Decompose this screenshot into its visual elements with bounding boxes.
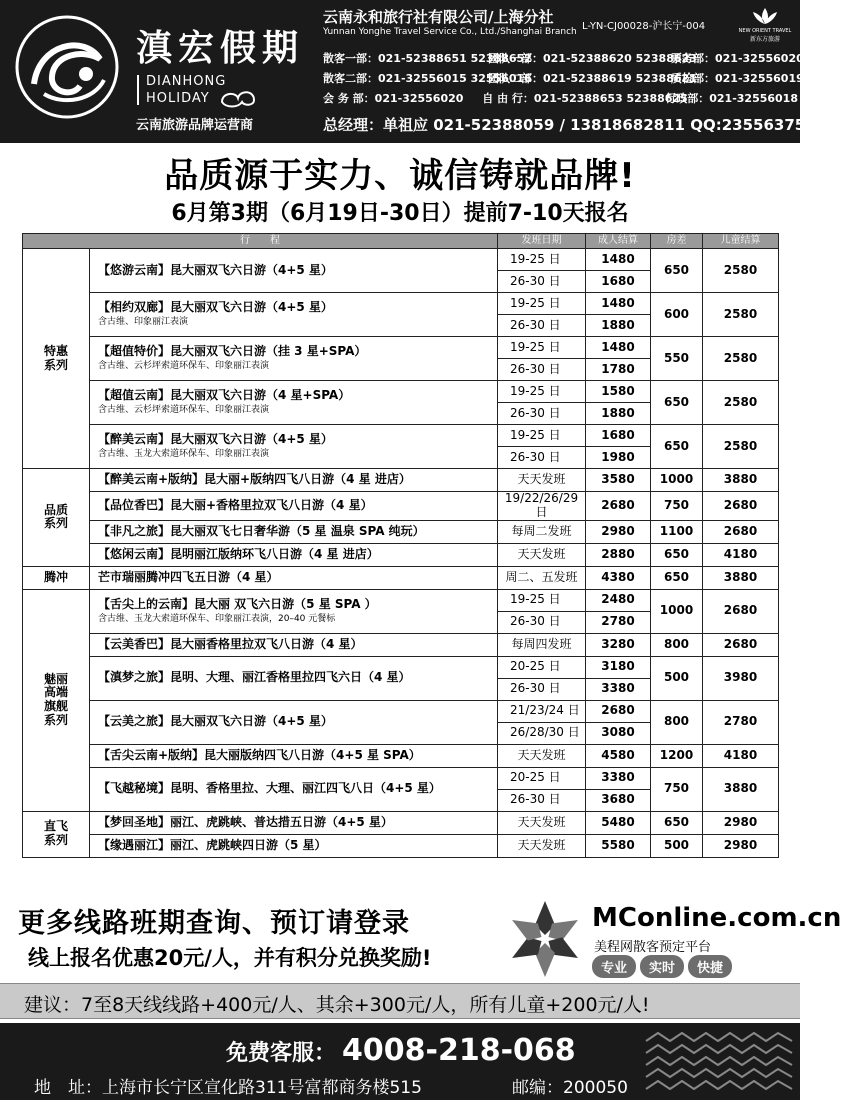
contact-item: 票务部：021-32556020 — [671, 52, 804, 65]
adult-price: 3180 — [586, 656, 651, 678]
adult-price: 3680 — [586, 789, 651, 811]
hotline-label: 免费客服： — [226, 1041, 337, 1066]
route-note: 含古维、玉龙大索道环保车、印象丽江表演，20–40 元餐标 — [98, 613, 336, 624]
route-name: 【梦回圣地】丽江、虎跳峡、普达措五日游（4+5 星） — [98, 814, 393, 829]
room-diff: 1000 — [651, 469, 703, 492]
promo-section — [0, 893, 841, 983]
contact-item: 行政部：021-32556018 — [665, 92, 798, 105]
route-cell — [90, 293, 498, 337]
departure-date: 19-25 日 — [498, 381, 586, 403]
departure-date: 天天发班 — [498, 543, 586, 566]
child-price: 3880 — [703, 469, 779, 492]
departure-date: 19-25 日 — [498, 249, 586, 271]
route-name: 【非凡之旅】昆大丽双飞七日奢华游（5 星 温泉 SPA 纯玩） — [98, 523, 425, 538]
table-row — [23, 520, 779, 543]
category-cell — [23, 249, 90, 469]
route-name: 【缘遇丽江】丽江、虎跳峡四日游（5 星） — [98, 837, 327, 852]
departure-date: 26-30 日 — [498, 611, 586, 633]
room-diff: 500 — [651, 834, 703, 857]
child-price: 2680 — [703, 492, 779, 521]
contact-row — [323, 68, 804, 88]
child-price: 2980 — [703, 834, 779, 857]
table-row — [23, 249, 779, 271]
route-cell — [90, 520, 498, 543]
manager-contact: 总经理：单祖应 021-52388059 / 13818682811 QQ:2355637520 — [323, 116, 827, 134]
brand-tagline: 云南旅游品牌运营商 — [136, 118, 254, 133]
room-diff: 600 — [651, 293, 703, 337]
adult-price: 1480 — [586, 337, 651, 359]
child-price: 3880 — [703, 767, 779, 811]
route-note: 含古维、云杉坪索道环保车、印象丽江表演 — [98, 361, 270, 372]
route-name: 【超值特价】昆大丽双飞六日游（挂 3 星+SPA） — [98, 344, 367, 359]
route-name: 【醉美云南+版纳】昆大丽+版纳四飞八日游（4 星 进店） — [98, 472, 411, 487]
contact-item: 散客一部：021-52388651 52388652 — [323, 52, 532, 65]
route-cell — [90, 834, 498, 857]
room-diff: 800 — [651, 700, 703, 744]
mconline-star-icon — [504, 898, 586, 980]
route-cell — [90, 492, 498, 521]
route-cell — [90, 656, 498, 700]
departure-date: 26-30 日 — [498, 271, 586, 293]
category-cell — [23, 566, 90, 589]
table-row — [23, 425, 779, 447]
adult-price: 3080 — [586, 722, 651, 744]
adult-price: 1680 — [586, 425, 651, 447]
mconline-badges — [592, 955, 732, 978]
table-row — [23, 381, 779, 403]
child-price: 2580 — [703, 381, 779, 425]
adult-price: 1680 — [586, 271, 651, 293]
contact-item: 团队二部：021-52388619 52388621 — [488, 72, 697, 85]
route-name: 【舌尖上的云南】昆大丽 双飞六日游（5 星 SPA ） — [98, 597, 377, 612]
col-header-child: 儿童结算 — [703, 234, 779, 249]
child-price: 2580 — [703, 337, 779, 381]
route-cell — [90, 249, 498, 293]
route-name: 【云美之旅】昆大丽双飞六日游（4+5 星） — [98, 714, 333, 729]
adult-price: 3380 — [586, 767, 651, 789]
brand-logo — [0, 0, 310, 143]
room-diff: 750 — [651, 767, 703, 811]
table-row — [23, 589, 779, 611]
brand-name-en-line1: DIANHONG — [146, 74, 227, 89]
child-price: 2680 — [703, 589, 779, 633]
hotline-number[interactable]: 4008-218-068 — [342, 1033, 576, 1068]
cloud-icon — [218, 88, 260, 108]
child-price: 2580 — [703, 249, 779, 293]
departure-date: 每周二发班 — [498, 520, 586, 543]
category-cell — [23, 811, 90, 857]
license-number: L-YN-CJ00028-沪长宁-004 — [582, 21, 706, 32]
room-diff: 750 — [651, 492, 703, 521]
route-cell — [90, 633, 498, 656]
route-name: 【飞越秘境】昆明、香格里拉、大理、丽江四飞八日（4+5 星） — [98, 781, 441, 796]
company-name-cn: 云南永和旅行社有限公司/上海分社 — [323, 8, 554, 26]
route-cell — [90, 381, 498, 425]
category-cell — [23, 589, 90, 811]
table-row — [23, 543, 779, 566]
brand-name-cn: 滇宏假期 — [136, 27, 305, 69]
departure-date: 19/22/26/29 日 — [498, 492, 586, 521]
table-row — [23, 744, 779, 767]
table-row — [23, 834, 779, 857]
departure-date: 19-25 日 — [498, 337, 586, 359]
route-note: 含古维、玉龙大索道环保车、印象丽江表演 — [98, 449, 270, 460]
departure-date: 天天发班 — [498, 469, 586, 492]
departure-date: 26-30 日 — [498, 359, 586, 381]
room-diff: 650 — [651, 543, 703, 566]
adult-price: 2980 — [586, 520, 651, 543]
departure-date: 19-25 日 — [498, 589, 586, 611]
contact-item: 会 务 部：021-32556020 — [323, 92, 464, 105]
adult-price: 1580 — [586, 381, 651, 403]
contact-item: 团队一部：021-52388620 52388623 — [488, 52, 697, 65]
table-header-row — [23, 234, 779, 249]
child-price: 4180 — [703, 744, 779, 767]
route-cell — [90, 744, 498, 767]
route-name: 【相约双廊】昆大丽双飞六日游（4+5 星） — [98, 300, 333, 315]
adult-price: 1880 — [586, 315, 651, 337]
table-row — [23, 293, 779, 315]
advice-text: 建议：7至8天线线路+400元/人、其余+300元/人，所有儿童+200元/人! — [24, 994, 650, 1016]
departure-date: 周二、五发班 — [498, 566, 586, 589]
adult-price: 3580 — [586, 469, 651, 492]
room-diff: 500 — [651, 656, 703, 700]
departure-date: 20-25 日 — [498, 767, 586, 789]
table-row — [23, 700, 779, 722]
route-name: 【舌尖云南+版纳】昆大丽版纳四飞八日游（4+5 星 SPA） — [98, 747, 421, 762]
route-name: 【滇梦之旅】昆明、大理、丽江香格里拉四飞六日（4 星） — [98, 670, 411, 685]
route-cell — [90, 469, 498, 492]
route-name: 【悠闲云南】昆明丽江版纳环飞八日游（4 星 进店） — [98, 546, 379, 561]
contact-item: 散客二部：021-32556015 32556016 — [323, 72, 532, 85]
departure-date: 26-30 日 — [498, 403, 586, 425]
adult-price: 2680 — [586, 492, 651, 521]
child-price: 2980 — [703, 811, 779, 834]
adult-price: 1480 — [586, 249, 651, 271]
adult-price: 3380 — [586, 678, 651, 700]
room-diff: 650 — [651, 425, 703, 469]
adult-price: 5480 — [586, 811, 651, 834]
contact-item: 自 由 行：021-52388653 52388625 — [482, 92, 688, 105]
child-price: 2580 — [703, 293, 779, 337]
table-body — [23, 249, 779, 858]
table-row — [23, 337, 779, 359]
route-cell — [90, 543, 498, 566]
route-note: 含古维、云杉坪索道环保车、印象丽江表演 — [98, 405, 270, 416]
hotline — [226, 1033, 576, 1068]
departure-date: 每周四发班 — [498, 633, 586, 656]
partner-logo-en: NEW ORIENT TRAVEL — [738, 28, 792, 34]
route-note: 含古维、印象丽江表演 — [98, 317, 189, 328]
departure-date: 19-25 日 — [498, 425, 586, 447]
table-row — [23, 767, 779, 789]
adult-price: 4380 — [586, 566, 651, 589]
mconline-name[interactable]: MConline.com.cn — [592, 903, 841, 933]
category-label: 腾冲 — [43, 569, 68, 584]
category-label: 直飞 系列 — [43, 819, 68, 848]
col-header-room: 房差 — [651, 234, 703, 249]
badge-pill: 专业 — [592, 955, 636, 978]
address: 地 址：上海市长宁区宣化路311号富都商务楼515 — [34, 1078, 422, 1098]
col-header-date: 发班日期 — [498, 234, 586, 249]
table-row — [23, 566, 779, 589]
child-price: 3980 — [703, 656, 779, 700]
departure-date: 19-25 日 — [498, 293, 586, 315]
room-diff: 1100 — [651, 520, 703, 543]
table-row — [23, 811, 779, 834]
route-cell — [90, 767, 498, 811]
badge-pill: 快捷 — [688, 955, 732, 978]
table-row — [23, 656, 779, 678]
adult-price: 1480 — [586, 293, 651, 315]
table-row — [23, 469, 779, 492]
brand-name-en-line2: HOLIDAY — [146, 91, 210, 106]
company-name-en: Yunnan Yonghe Travel Service Co., Ltd./Shanghai Branch — [323, 27, 577, 37]
contact-row — [323, 88, 798, 108]
adult-price: 2480 — [586, 589, 651, 611]
table-row — [23, 633, 779, 656]
partner-logo-cn: 新东方旅游 — [749, 36, 780, 43]
contact-grid — [323, 48, 804, 108]
partner-logo — [736, 4, 794, 44]
contact-row — [323, 48, 804, 68]
room-diff: 800 — [651, 633, 703, 656]
zigzag-pattern-icon — [646, 1031, 792, 1093]
promo-line2: 线上报名优惠20元/人，并有积分兑换奖励! — [28, 946, 432, 970]
adult-price: 1980 — [586, 447, 651, 469]
room-diff: 1200 — [651, 744, 703, 767]
child-price: 2680 — [703, 633, 779, 656]
child-price: 2780 — [703, 700, 779, 744]
departure-date: 天天发班 — [498, 834, 586, 857]
route-cell — [90, 425, 498, 469]
adult-price: 2680 — [586, 700, 651, 722]
adult-price: 2780 — [586, 611, 651, 633]
room-diff: 1000 — [651, 589, 703, 633]
departure-date: 26-30 日 — [498, 447, 586, 469]
brand-divider — [137, 75, 139, 105]
departure-date: 26-30 日 — [498, 678, 586, 700]
mconline-tagline: 美程网散客预定平台 — [594, 940, 712, 955]
departure-date: 26-30 日 — [498, 315, 586, 337]
route-price-table — [22, 233, 779, 858]
route-cell — [90, 337, 498, 381]
departure-date: 天天发班 — [498, 811, 586, 834]
adult-price: 5580 — [586, 834, 651, 857]
departure-date: 26/28/30 日 — [498, 722, 586, 744]
contact-item: 质检部：021-32556019 — [671, 72, 804, 85]
swirl-logo-icon — [14, 14, 120, 120]
child-price: 2680 — [703, 520, 779, 543]
child-price: 3880 — [703, 566, 779, 589]
adult-price: 3280 — [586, 633, 651, 656]
room-diff: 650 — [651, 381, 703, 425]
promo-line1: 更多线路班期查询、预订请登录 — [18, 908, 410, 939]
route-name: 【超值云南】昆大丽双飞六日游（4 星+SPA） — [98, 388, 351, 403]
page-headline: 品质源于实力、诚信铸就品牌! — [164, 156, 636, 196]
child-price: 4180 — [703, 543, 779, 566]
room-diff: 650 — [651, 811, 703, 834]
route-cell — [90, 589, 498, 633]
route-name: 【品位香巴】昆大丽+香格里拉双飞八日游（4 星） — [98, 497, 373, 512]
room-diff: 650 — [651, 249, 703, 293]
advice-bar — [0, 983, 800, 1019]
category-label: 品质 系列 — [43, 502, 68, 531]
col-header-adult: 成人结算 — [586, 234, 651, 249]
child-price: 2580 — [703, 425, 779, 469]
adult-price: 1780 — [586, 359, 651, 381]
room-diff: 550 — [651, 337, 703, 381]
category-label: 特惠 系列 — [43, 343, 68, 372]
schedule-subhead: 6月第3期（6月19日-30日）提前7-10天报名 — [171, 201, 629, 226]
postal-code: 邮编：200050 — [512, 1078, 628, 1098]
footer — [0, 1023, 800, 1100]
header-banner — [0, 0, 827, 143]
badge-pill: 实时 — [640, 955, 684, 978]
table-row — [23, 492, 779, 521]
route-name: 【云美香巴】昆大丽香格里拉双飞八日游（4 星） — [98, 636, 363, 651]
route-cell — [90, 811, 498, 834]
room-diff: 650 — [651, 566, 703, 589]
route-cell — [90, 700, 498, 744]
departure-date: 20-25 日 — [498, 656, 586, 678]
route-name: 芒市瑞丽腾冲四飞五日游（4 星） — [98, 569, 279, 584]
departure-date: 21/23/24 日 — [498, 700, 586, 722]
category-label: 魅丽 高端 旗舰 系列 — [43, 671, 68, 727]
departure-date: 26-30 日 — [498, 789, 586, 811]
route-cell — [90, 566, 498, 589]
adult-price: 1880 — [586, 403, 651, 425]
category-cell — [23, 469, 90, 567]
route-name: 【悠游云南】昆大丽双飞六日游（4+5 星） — [98, 262, 333, 277]
lotus-icon — [750, 6, 780, 26]
route-name: 【醉美云南】昆大丽双飞六日游（4+5 星） — [98, 432, 333, 447]
adult-price: 4580 — [586, 744, 651, 767]
adult-price: 2880 — [586, 543, 651, 566]
departure-date: 天天发班 — [498, 744, 586, 767]
col-header-route: 行 程 — [23, 234, 498, 249]
